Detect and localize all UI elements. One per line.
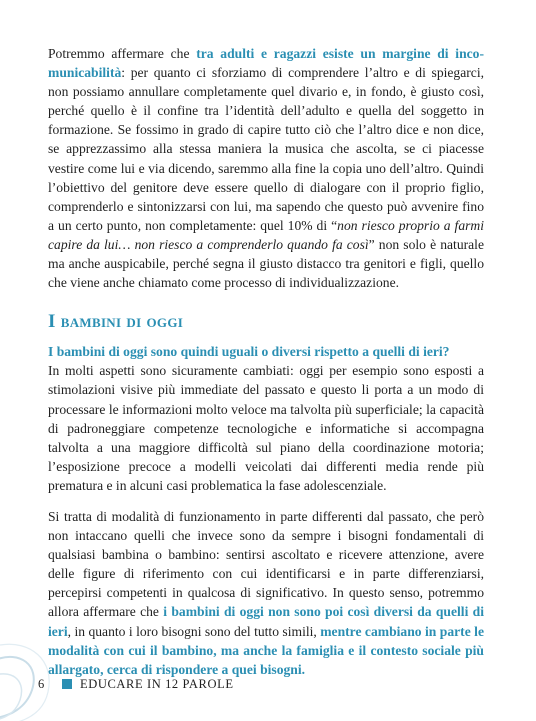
square-bullet-icon	[62, 679, 72, 689]
highlight-margine-incomunicabilita: tra adulti e ragazzi esiste un margine di incomunicabilità	[48, 46, 484, 81]
text-run: , in quanto i loro bisogni sono del tutto simili,	[67, 623, 321, 639]
book-title: EDUCARE IN 12 PAROLE	[80, 676, 234, 691]
text-run: Si tratta di modalità di funzionamento in parte differenti dal passato, che però non intaccano quelli che invece sono da sempre i bisogni fondamentali di qualsiasi bambina o bambino: sentirsi ascoltato e ricevere attenzione, avere delle figure di riferimento con cui identificarsi e in parte differenziarsi, percepirsi competenti in qualcosa di significativo. In questo senso, potremmo allora affermare che	[48, 508, 484, 620]
page-number: 6	[38, 676, 45, 691]
paragraph-bisogni	[48, 507, 484, 679]
paragraph-incomunicabilita	[48, 44, 484, 292]
text-run: : per quanto ci sforziamo di comprendere l’altro e di spiegarci, non possiamo annullare completamente quel divario e, in fondo, è giusto così, perché quello è il confine tra l’identità dell’adulto e quella del soggetto in formazione. Se fossimo in grado di capire tutto ciò che l’altro dice e non dice, se apprezzassimo alla stessa maniera la musica che ascolta, se ci piacesse vestire come lui e via dicendo, saremmo alla fine la copia uno dell’altro. Quindi l’obiettivo del genitore deve essere quello di dialogare con il proprio figlio, comprenderlo e sintonizzarsi con lui, ma sapendo che questo può avvenire fino a un certo punto, non completamente: quel 10% di “	[48, 65, 484, 233]
page-footer	[38, 674, 478, 694]
section-title: I bambini di oggi	[48, 311, 184, 333]
decorative-swirl	[0, 620, 90, 721]
text-run: ” non solo è naturale ma anche auspicabile, perché segna il giusto distacco tra genitori e figli, quello che viene anche chiamato come processo di individualizzazione.	[48, 236, 484, 291]
page-content	[48, 44, 484, 679]
text-run: Potremmo affermare che	[48, 46, 197, 61]
highlight-modalita-cambiano: mentre cambiano in parte le modalità con cui il bambino, ma anche la famiglia e il contesto sociale più allargato, cerca di rispondere a quei bisogni.	[48, 623, 484, 677]
section-lead-question: I bambini di oggi sono quindi uguali o diversi rispetto a quelli di ieri?	[48, 344, 450, 360]
paragraph-cambiamenti: In molti aspetti sono sicuramente cambiati: oggi per esempio sono esposti a stimolazioni visive più immediate del passato e questo li porta a un modo di processare le informazioni molto veloce ma talvolta più superficiale; la capacità di padroneggiare competenze tecnologiche e informatiche si accompagna talvolta a una maggiore difficoltà sul piano della coordinazione motoria; l’esposizione precoce a modelli veicolati dai differenti media rende più prematura e in alcuni casi problematica la fase adolescenziale.	[48, 363, 484, 493]
highlight-bambini-non-diversi: i bambini di oggi non sono poi così diversi da quelli di ieri	[48, 604, 484, 639]
italic-quote: non riesco proprio a farmi capire da lui… non riesco a comprenderlo quando fa così	[48, 217, 484, 252]
